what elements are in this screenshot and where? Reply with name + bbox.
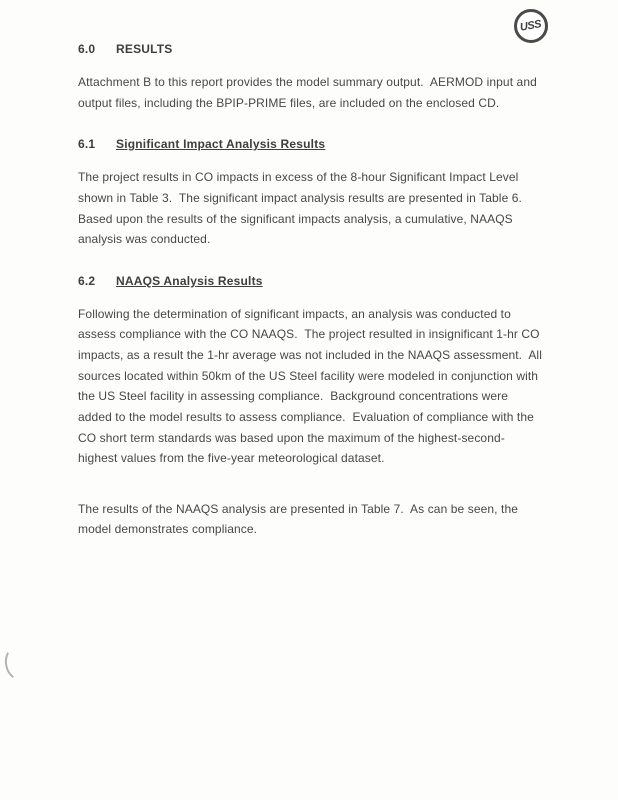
document-body [78,42,544,556]
section-heading-6-2 [78,274,544,288]
section-number-6-0: 6.0 [78,42,96,56]
section-title-significant-impact: Significant Impact Analysis Results [116,137,326,152]
section-title-naaqs-analysis: NAAQS Analysis Results [116,273,263,288]
us-steel-logo-text: USS [519,18,543,34]
us-steel-logo [514,9,548,43]
section-title-results: RESULTS [116,42,173,56]
paragraph-attachment-b: Attachment B to this report provides the model summary output. AERMOD input and output files, including the BPIP-PRIME files, are included on the enclosed CD. [78,75,541,110]
section-heading-6-0 [78,42,544,56]
section-number-6-1: 6.1 [78,137,96,152]
paragraph-naaqs-results: The results of the NAAQS analysis are presented in Table 7. As can be seen, the model demonstrates compliance. [78,501,522,537]
paragraph-significant-impact: The project results in CO impacts in excess of the 8-hour Significant Impact Level shown in Table 3. The significant impact analysis results are presented in Table 6. Based upon the results of the significant impacts analysis, a cumulative, NAAQS analysis was conducted. [78,170,526,247]
section-number-6-2: 6.2 [78,273,96,288]
paragraph-naaqs-compliance: Following the determination of significant impacts, an analysis was conducted to assess compliance with the CO NAAQS. The project resulted in insignificant 1-hr CO impacts, as a result the 1-hr average was not included in the NAAQS assessment. All sources located within 50km of the US Steel facility were modeled in conjunction with the US Steel facility in assessing compliance. Background concentrations were added to the model results to assess compliance. Evaluation of compliance with the CO short term standards was based upon the maximum of the highest-second-highest values from the five-year meteorological dataset. [78,306,546,466]
section-heading-6-1 [78,137,544,151]
scan-artifact-crescent [2,642,39,683]
